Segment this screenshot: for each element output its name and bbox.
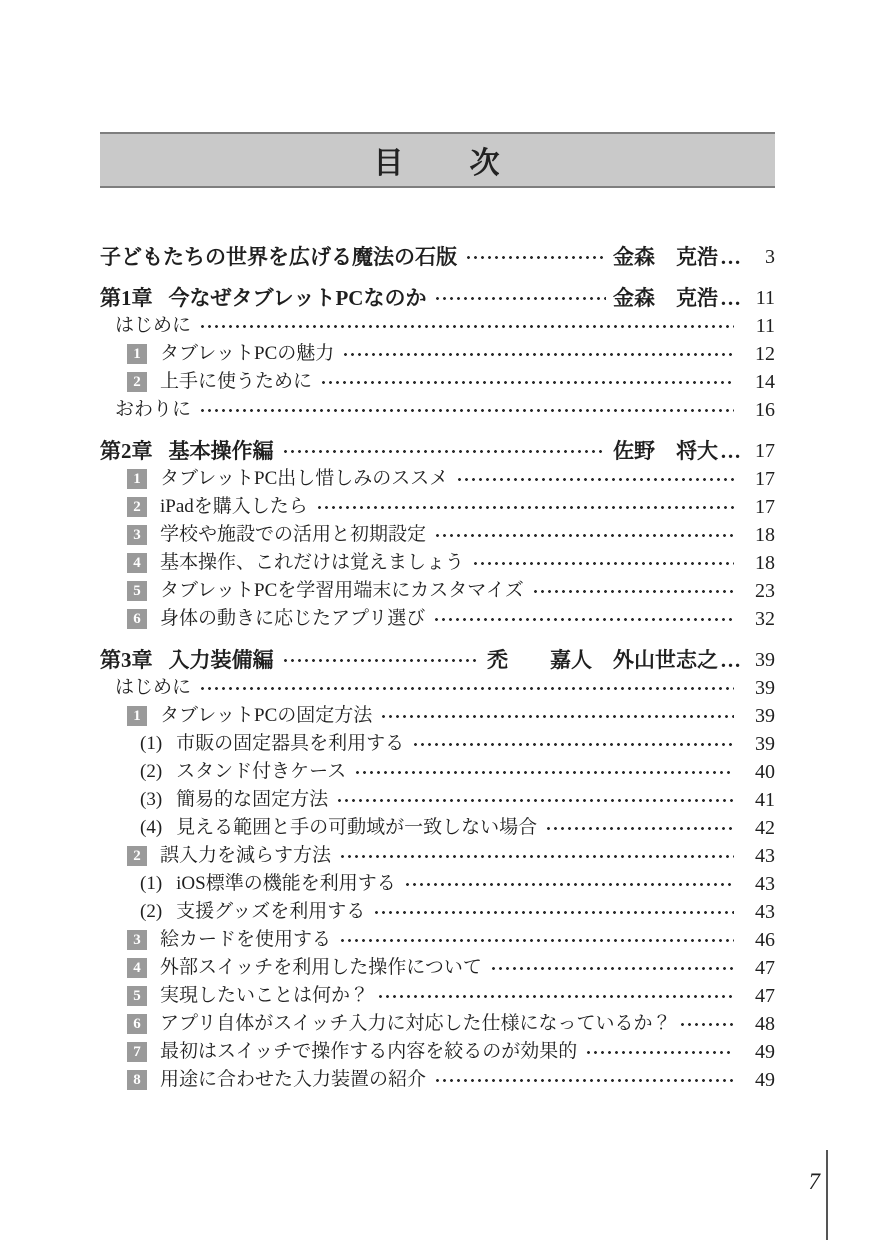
entry-page-number: 11 bbox=[755, 287, 775, 309]
chapter-label: 第3章 bbox=[100, 648, 153, 672]
entry-page-number: 49 bbox=[755, 1041, 775, 1063]
chapter-label: 第2章 bbox=[100, 439, 153, 463]
toc-entry bbox=[100, 312, 775, 340]
toc-entry bbox=[100, 786, 775, 814]
item-number-badge: 3 bbox=[127, 525, 147, 545]
entry-page-number: 14 bbox=[755, 371, 775, 393]
entry-title: アプリ自体がスイッチ入力に対応した仕様になっているか？ bbox=[160, 1013, 672, 1034]
toc-entry bbox=[100, 1038, 775, 1066]
toc-entry bbox=[100, 465, 775, 493]
entry-title: 実現したいことは何か？ bbox=[160, 985, 370, 1006]
entry-page-number: 16 bbox=[755, 399, 775, 421]
folio-rule bbox=[826, 1150, 828, 1240]
entry-page-number: 46 bbox=[755, 929, 775, 951]
entry-page-number: 43 bbox=[755, 873, 775, 895]
item-paren-number: (1) bbox=[140, 873, 163, 894]
entry-page-number: 12 bbox=[755, 343, 775, 365]
entry-title: タブレットPCの魅力 bbox=[160, 343, 335, 364]
dot-leader bbox=[320, 368, 734, 396]
item-number-badge: 4 bbox=[127, 553, 147, 573]
entry-page-number: 41 bbox=[755, 789, 775, 811]
toc-entry bbox=[100, 842, 775, 870]
dot-leader bbox=[412, 730, 734, 758]
entry-page-number: 18 bbox=[755, 552, 775, 574]
item-number-badge: 8 bbox=[127, 1070, 147, 1090]
item-number-badge: 5 bbox=[127, 986, 147, 1006]
item-number-badge: 1 bbox=[127, 469, 147, 489]
item-paren-number: (3) bbox=[140, 789, 163, 810]
dot-leader bbox=[282, 646, 481, 674]
entry-page-number: 11 bbox=[755, 315, 775, 337]
entry-page-number: 39 bbox=[755, 677, 775, 699]
toc-entry bbox=[100, 340, 775, 368]
entry-page-number: 47 bbox=[755, 985, 775, 1007]
entry-page-number: 47 bbox=[755, 957, 775, 979]
dot-leader bbox=[199, 674, 734, 702]
entry-title: 絵カードを使用する bbox=[160, 929, 332, 950]
entry-page-number: 48 bbox=[755, 1013, 775, 1035]
item-paren-number: (4) bbox=[140, 817, 163, 838]
toc-entry bbox=[100, 954, 775, 982]
entry-title: タブレットPCの固定方法 bbox=[160, 705, 373, 726]
author-ellipsis: … bbox=[720, 439, 741, 463]
dot-leader bbox=[339, 926, 734, 954]
entry-title: 学校や施設での活用と初期設定 bbox=[160, 524, 427, 545]
entry-title: iOS標準の機能を利用する bbox=[176, 873, 396, 894]
toc-entry bbox=[100, 493, 775, 521]
dot-leader bbox=[354, 758, 734, 786]
entry-title: 今なぜタブレットPCなのか bbox=[168, 286, 427, 310]
author-ellipsis: … bbox=[720, 286, 741, 310]
entry-title: 見える範囲と手の可動域が一致しない場合 bbox=[176, 817, 538, 838]
entry-page-number: 17 bbox=[755, 440, 775, 462]
entry-title: 支援グッズを利用する bbox=[176, 901, 366, 922]
entry-title: スタンド付きケース bbox=[176, 761, 347, 782]
item-number-badge: 6 bbox=[127, 1014, 147, 1034]
entry-title: 最初はスイッチで操作する内容を絞るのが効果的 bbox=[160, 1041, 578, 1062]
toc-entry bbox=[100, 549, 775, 577]
dot-leader bbox=[532, 577, 734, 605]
entry-author: 佐野 将大 bbox=[613, 439, 718, 463]
entry-title: 上手に使うために bbox=[160, 371, 313, 392]
dot-leader bbox=[545, 814, 734, 842]
entry-page-number: 17 bbox=[755, 468, 775, 490]
dot-leader bbox=[456, 465, 734, 493]
page-title: 目 次 bbox=[373, 147, 502, 180]
toc-entry bbox=[100, 577, 775, 605]
toc-list bbox=[100, 243, 775, 1094]
dot-leader bbox=[404, 870, 734, 898]
item-number-badge: 2 bbox=[127, 846, 147, 866]
dot-leader bbox=[199, 396, 734, 424]
item-number-badge: 7 bbox=[127, 1042, 147, 1062]
entry-page-number: 39 bbox=[755, 649, 775, 671]
dot-leader bbox=[316, 493, 734, 521]
item-paren-number: (2) bbox=[140, 901, 163, 922]
entry-title: 誤入力を減らす方法 bbox=[160, 845, 332, 866]
dot-leader bbox=[434, 1066, 734, 1094]
entry-author: 金森 克浩 bbox=[613, 286, 718, 310]
toc-entry bbox=[100, 646, 775, 674]
entry-page-number: 3 bbox=[765, 246, 775, 268]
entry-page-number: 23 bbox=[755, 580, 775, 602]
entry-page-number: 43 bbox=[755, 845, 775, 867]
dot-leader bbox=[465, 243, 606, 271]
toc-entry bbox=[100, 702, 775, 730]
toc-entry bbox=[100, 605, 775, 633]
entry-title: タブレットPC出し惜しみのススメ bbox=[160, 468, 449, 489]
entry-title: 子どもたちの世界を広げる魔法の石版 bbox=[100, 245, 457, 269]
toc-entry bbox=[100, 521, 775, 549]
dot-leader bbox=[199, 312, 734, 340]
toc-entry bbox=[100, 1066, 775, 1094]
dot-leader bbox=[490, 954, 734, 982]
dot-leader bbox=[434, 284, 606, 312]
item-paren-number: (2) bbox=[140, 761, 163, 782]
dot-leader bbox=[585, 1038, 734, 1066]
item-number-badge: 4 bbox=[127, 958, 147, 978]
dot-leader bbox=[433, 605, 734, 633]
author-ellipsis: … bbox=[720, 648, 741, 672]
entry-title: はじめに bbox=[115, 677, 192, 698]
dot-leader bbox=[336, 786, 734, 814]
entry-author: 禿 嘉人 外山世志之 bbox=[487, 648, 718, 672]
item-number-badge: 2 bbox=[127, 372, 147, 392]
toc-entry bbox=[100, 284, 775, 312]
entry-title: 基本操作編 bbox=[168, 439, 274, 463]
item-number-badge: 6 bbox=[127, 609, 147, 629]
entry-page-number: 39 bbox=[755, 733, 775, 755]
toc-entry bbox=[100, 1010, 775, 1038]
entry-page-number: 49 bbox=[755, 1069, 775, 1091]
dot-leader bbox=[679, 1010, 734, 1038]
item-paren-number: (1) bbox=[140, 733, 163, 754]
entry-author: 金森 克浩 bbox=[613, 245, 718, 269]
toc-entry bbox=[100, 396, 775, 424]
entry-title: はじめに bbox=[115, 315, 192, 336]
entry-title: 基本操作、これだけは覚えましょう bbox=[160, 552, 465, 573]
toc-entry bbox=[100, 730, 775, 758]
toc-header-bar bbox=[100, 132, 775, 188]
item-number-badge: 3 bbox=[127, 930, 147, 950]
folio-page-number: 7 bbox=[808, 1169, 820, 1194]
dot-leader bbox=[339, 842, 734, 870]
dot-leader bbox=[380, 702, 734, 730]
toc-entry bbox=[100, 982, 775, 1010]
toc-entry bbox=[100, 368, 775, 396]
entry-title: 身体の動きに応じたアプリ選び bbox=[160, 608, 426, 629]
chapter-label: 第1章 bbox=[100, 286, 153, 310]
entry-page-number: 17 bbox=[755, 496, 775, 518]
entry-title: 外部スイッチを利用した操作について bbox=[160, 957, 482, 978]
toc-entry bbox=[100, 674, 775, 702]
entry-title: 簡易的な固定方法 bbox=[176, 789, 329, 810]
entry-title: 市販の固定器具を利用する bbox=[176, 733, 405, 754]
dot-leader bbox=[434, 521, 734, 549]
item-number-badge: 1 bbox=[127, 706, 147, 726]
entry-page-number: 42 bbox=[755, 817, 775, 839]
item-number-badge: 2 bbox=[127, 497, 147, 517]
entry-page-number: 32 bbox=[755, 608, 775, 630]
entry-page-number: 18 bbox=[755, 524, 775, 546]
entry-page-number: 39 bbox=[755, 705, 775, 727]
toc-entry bbox=[100, 758, 775, 786]
entry-title: タブレットPCを学習用端末にカスタマイズ bbox=[160, 580, 524, 601]
dot-leader bbox=[373, 898, 734, 926]
toc-entry bbox=[100, 926, 775, 954]
toc-entry bbox=[100, 437, 775, 465]
toc-entry bbox=[100, 243, 775, 271]
dot-leader bbox=[472, 549, 734, 577]
toc-entry bbox=[100, 898, 775, 926]
item-number-badge: 1 bbox=[127, 344, 147, 364]
toc-entry bbox=[100, 814, 775, 842]
entry-title: 用途に合わせた入力装置の紹介 bbox=[160, 1069, 427, 1090]
dot-leader bbox=[282, 437, 607, 465]
toc-entry bbox=[100, 870, 775, 898]
entry-title: 入力装備編 bbox=[168, 648, 274, 672]
entry-page-number: 40 bbox=[755, 761, 775, 783]
item-number-badge: 5 bbox=[127, 581, 147, 601]
author-ellipsis: … bbox=[720, 245, 741, 269]
dot-leader bbox=[342, 340, 734, 368]
dot-leader bbox=[377, 982, 734, 1010]
entry-title: おわりに bbox=[115, 399, 192, 420]
entry-page-number: 43 bbox=[755, 901, 775, 923]
entry-title: iPadを購入したら bbox=[160, 496, 308, 517]
